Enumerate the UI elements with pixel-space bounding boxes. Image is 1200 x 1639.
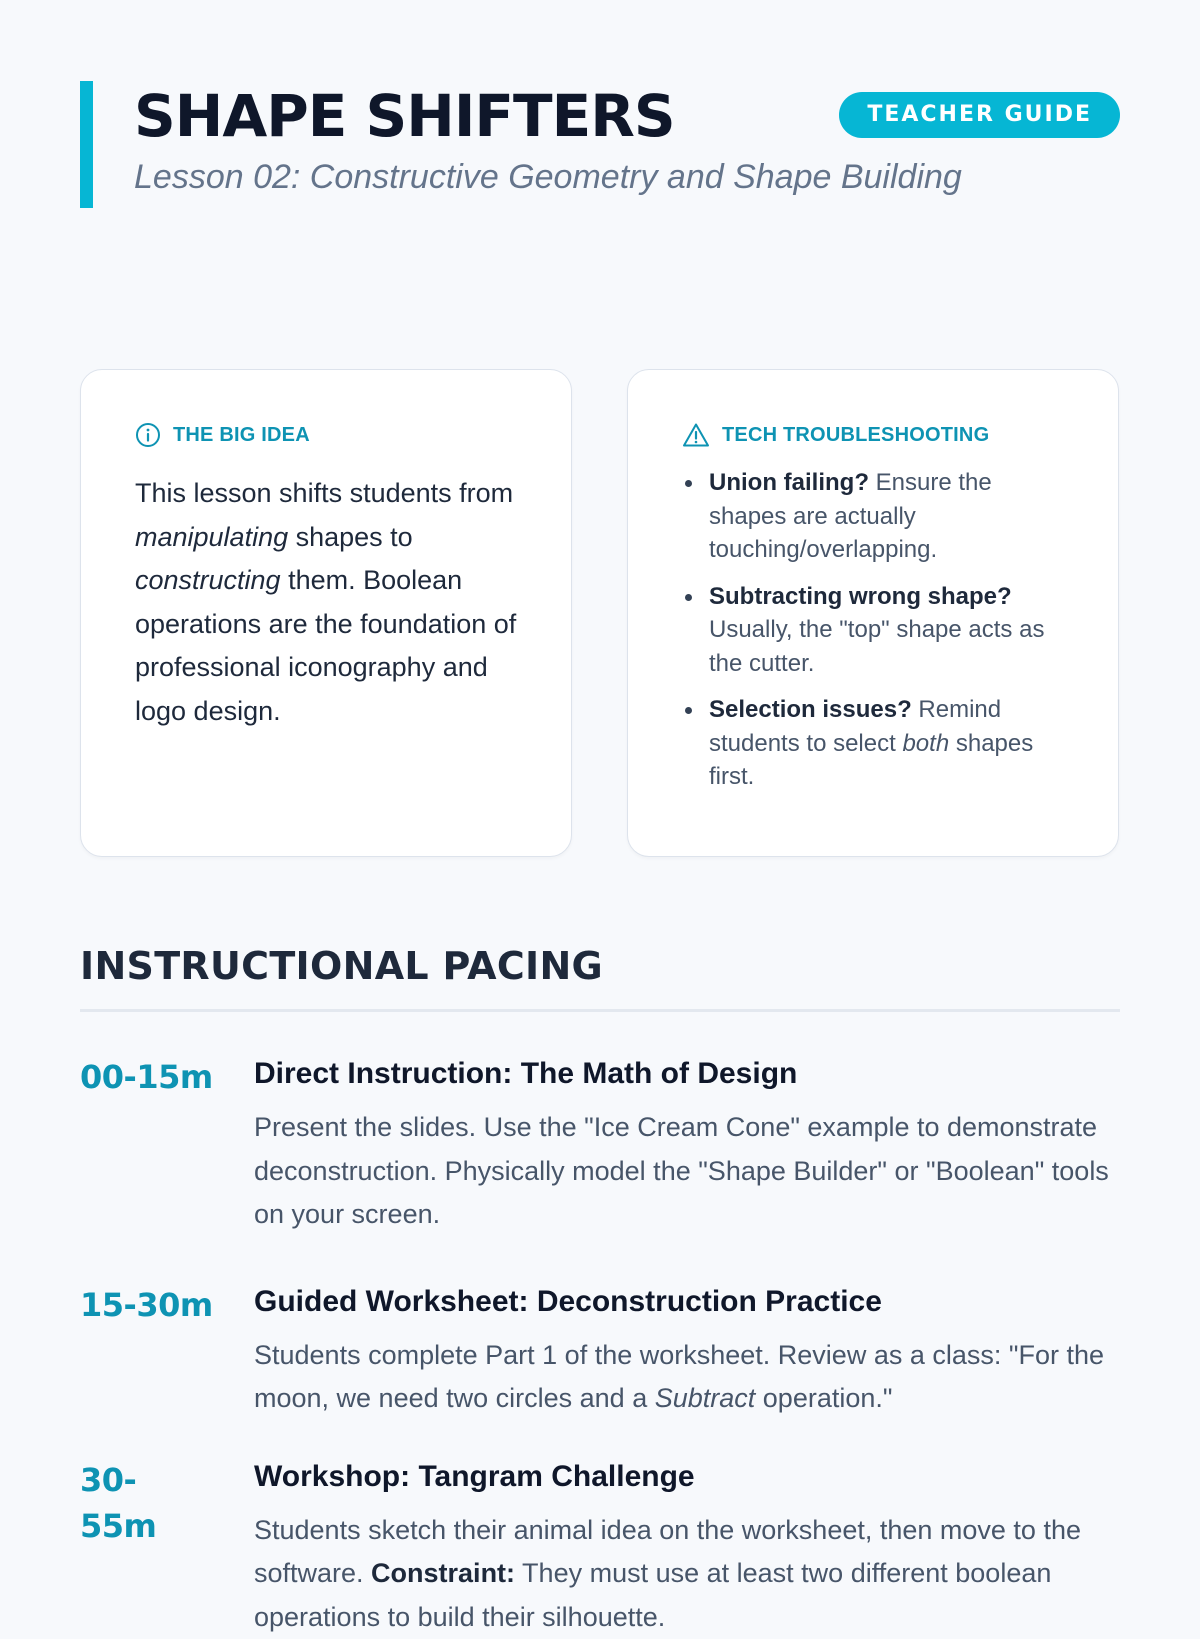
pacing-step [80, 1054, 1120, 1237]
big-idea-card [80, 369, 572, 857]
pacing-step [80, 1282, 1120, 1421]
pacing-section-title: INSTRUCTIONAL PACING [80, 941, 1120, 991]
troubleshooting-list [682, 466, 1064, 794]
step-time: 00-15m [80, 1054, 254, 1237]
big-idea-label: THE BIG IDEA [173, 424, 310, 447]
teacher-guide-badge: TEACHER GUIDE [839, 92, 1120, 138]
step-time: 15-30m [80, 1282, 254, 1421]
page-subtitle: Lesson 02: Constructive Geometry and Shape Building [134, 155, 1120, 199]
step-description: Students complete Part 1 of the worksheet. Review as a class: "For the moon, we need two circles and a Subtract operation." [254, 1334, 1120, 1421]
list-item: Union failing? Ensure the shapes are actually touching/overlapping. [682, 466, 1064, 567]
step-body [254, 1054, 1120, 1237]
step-body [254, 1282, 1120, 1421]
step-title: Workshop: Tangram Challenge [254, 1457, 1120, 1497]
page-title: SHAPE SHIFTERS [134, 81, 1120, 151]
step-time: 30-55m [80, 1457, 254, 1639]
list-item: Selection issues? Remind students to select both shapes first. [682, 693, 1064, 794]
step-title: Guided Worksheet: Deconstruction Practice [254, 1282, 1120, 1322]
page-header [80, 81, 1120, 208]
troubleshooting-header [682, 422, 1064, 448]
big-idea-header [135, 422, 517, 448]
troubleshooting-card [627, 369, 1119, 857]
troubleshooting-label: TECH TROUBLESHOOTING [722, 424, 989, 447]
warning-triangle-icon [682, 422, 710, 448]
step-description: Students sketch their animal idea on the worksheet, then move to the software. Constraint: They must use at least two different boolean operations to build their silhouette. [254, 1509, 1120, 1639]
step-title: Direct Instruction: The Math of Design [254, 1054, 1120, 1094]
section-divider [80, 1009, 1120, 1012]
pacing-step [80, 1457, 1120, 1639]
info-circle-icon [135, 422, 161, 448]
step-body [254, 1457, 1120, 1639]
info-cards [80, 369, 1120, 857]
header-accent-bar [80, 81, 93, 208]
big-idea-text: This lesson shifts students from manipulating shapes to constructing them. Boolean operations are the foundation of professional iconography and logo design. [135, 472, 517, 733]
list-item: Subtracting wrong shape? Usually, the "top" shape acts as the cutter. [682, 580, 1064, 681]
step-description: Present the slides. Use the "Ice Cream Cone" example to demonstrate deconstruction. Physically model the "Shape Builder" or "Boolean" tools on your screen. [254, 1106, 1120, 1237]
